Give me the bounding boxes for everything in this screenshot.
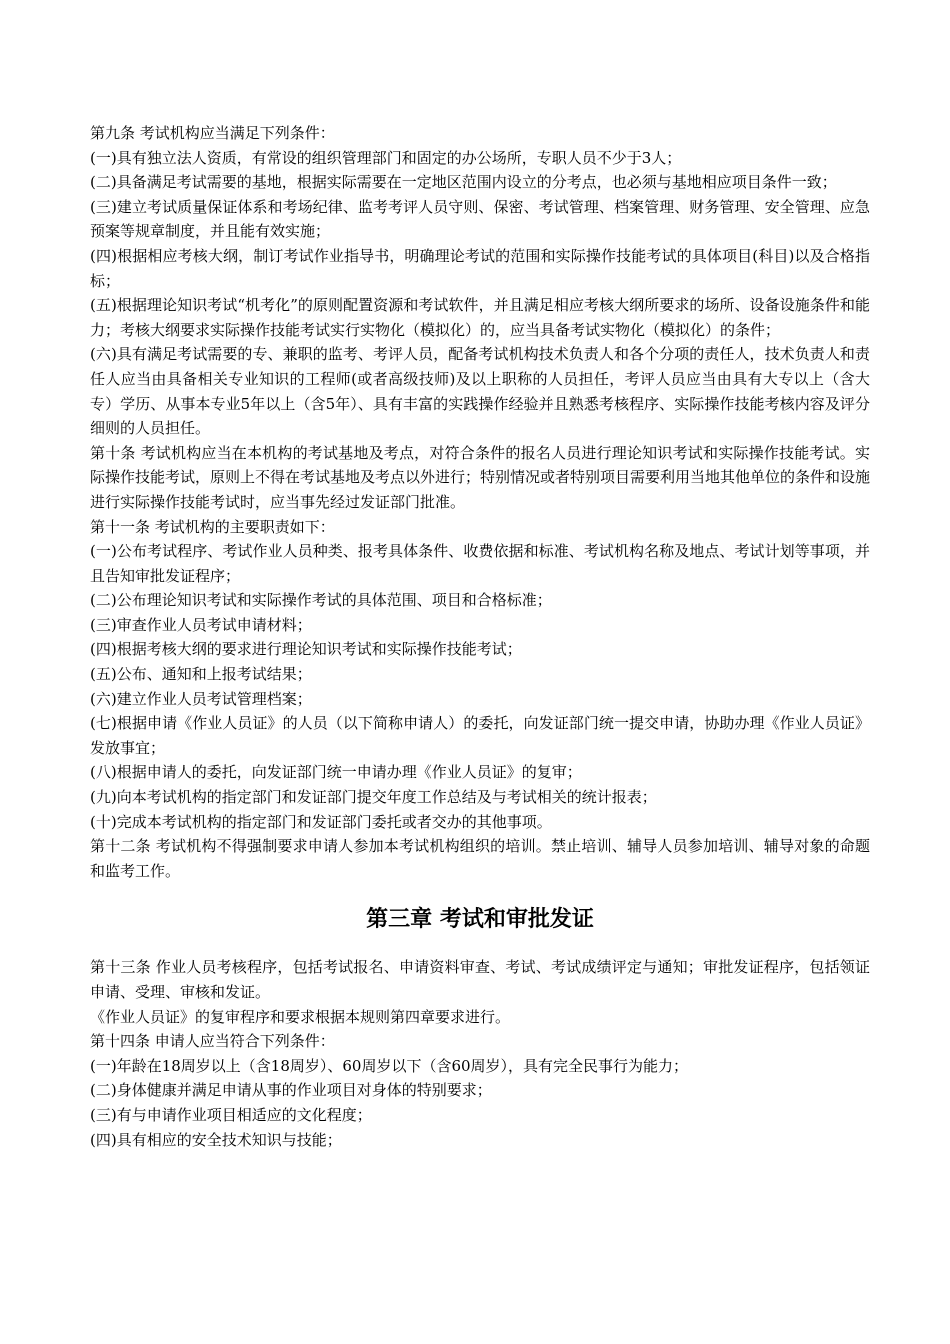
article-11-heading: 第十一条 考试机构的主要职责如下：	[90, 517, 335, 536]
article-14-heading: 第十四条 申请人应当符合下列条件：	[90, 1032, 335, 1051]
review-procedure-note: 《作业人员证》的复审程序和要求根据本规则第四章要求进行。	[90, 1007, 511, 1026]
article-14-item-3: (三)有与申请作业项目相适应的文化程度；	[90, 1105, 372, 1124]
article-9-heading: 第九条 考试机构应当满足下列条件：	[90, 124, 335, 142]
article-12: 第十二条 考试机构不得强制要求申请人参加本考试机构组织的培训。禁止培训、辅导人员参加培训、辅导对象的命题和监考工作。	[90, 837, 870, 880]
article-9-item-1: (一)具有独立法人资质，有常设的组织管理部门和固定的办公场所，专职人员不少于3人；	[90, 148, 682, 167]
article-9-item-6: (六)具有满足考试需要的专、兼职的监考、考评人员，配备考试机构技术负责人和各个分项的责任人，技术负责人和责任人应当由具备相关专业知识的工程师(或者高级技师)及以上职称的人员担任，考评人员应当由具有大专以上（含大专）学历、从事本专业5年以上（含5年）、具有丰富的实践操作经验并且熟悉考核程序、实际操作技能考核内容及评分细则的人员担任。	[90, 345, 870, 438]
article-11-item-6: (六)建立作业人员考试管理档案；	[90, 689, 312, 708]
article-11-item-5: (五)公布、通知和上报考试结果；	[90, 665, 312, 684]
article-9-item-4: (四)根据相应考核大纲，制订考试作业指导书，明确理论考试的范围和实际操作技能考试的具体项目(科目)以及合格指标；	[90, 246, 870, 290]
article-11-item-1: (一)公布考试程序、考试作业人员种类、报考具体条件、收费依据和标准、考试机构名称及地点、考试计划等事项，并且告知审批发证程序；	[90, 542, 870, 585]
article-11-item-10: (十)完成本考试机构的指定部门和发证部门委托或者交办的其他事项。	[90, 812, 552, 831]
article-9-item-3: (三)建立考试质量保证体系和考场纪律、监考考评人员守则、保密、考试管理、档案管理、财务管理、安全管理、应急预案等规章制度，并且能有效实施；	[90, 197, 870, 241]
article-11-item-7: (七)根据申请《作业人员证》的人员（以下简称申请人）的委托，向发证部门统一提交申请，协助办理《作业人员证》发放事宜；	[90, 714, 870, 757]
article-10: 第十条 考试机构应当在本机构的考试基地及考点，对符合条件的报名人员进行理论知识考试和实际操作技能考试。实际操作技能考试，原则上不得在考试基地及考点以外进行；特别情况或者特别项目需要利用当地其他单位的条件和设施进行实际操作技能考试时，应当事先经过发证部门批准。	[90, 443, 871, 511]
chapter-title: 第三章 考试和审批发证	[366, 907, 594, 933]
article-14-item-1: (一)年龄在18周岁以上（含18周岁）、60周岁以下（含60周岁），具有完全民事行为能力；	[90, 1056, 689, 1075]
article-11-item-2: (二)公布理论知识考试和实际操作考试的具体范围、项目和合格标准；	[90, 591, 552, 610]
article-9-item-5: (五)根据理论知识考试“机考化”的原则配置资源和考试软件，并且满足相应考核大纲所要求的场所、设备设施条件和能力；考核大纲要求实际操作技能考试实行实物化（模拟化）的，应当具备考试实物化（模拟化）的条件；	[90, 296, 870, 339]
article-11-item-3: (三)审查作业人员考试申请材料；	[90, 615, 312, 634]
document-page	[90, 121, 870, 1152]
article-11-item-9: (九)向本考试机构的指定部门和发证部门提交年度工作总结及与考试相关的统计报表；	[90, 788, 657, 807]
article-14-item-4: (四)具有相应的安全技术知识与技能；	[90, 1130, 342, 1149]
article-11-item-8: (八)根据申请人的委托，向发证部门统一申请办理《作业人员证》的复审；	[90, 763, 582, 782]
article-14-item-2: (二)身体健康并满足申请从事的作业项目对身体的特别要求；	[90, 1081, 492, 1100]
article-13: 第十三条 作业人员考核程序，包括考试报名、申请资料审查、考试、考试成绩评定与通知；审批发证程序，包括领证申请、受理、审核和发证。	[90, 958, 870, 1001]
article-11-item-4: (四)根据考核大纲的要求进行理论知识考试和实际操作技能考试；	[90, 640, 522, 659]
article-9-item-2: (二)具备满足考试需要的基地，根据实际需要在一定地区范围内设立的分考点，也必须与基地相应项目条件一致；	[90, 173, 837, 192]
